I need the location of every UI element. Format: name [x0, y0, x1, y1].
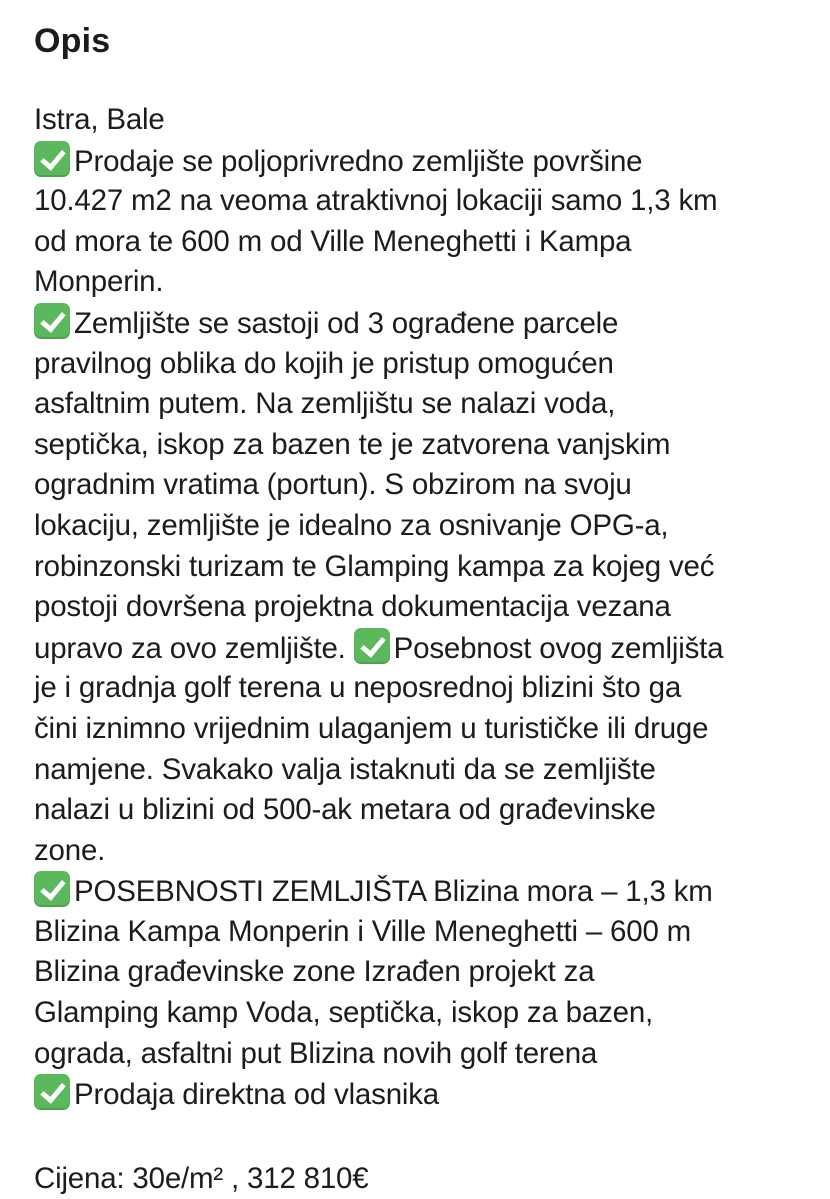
line-text: ogradnim vratima (portun). S obzirom na svoju [34, 468, 632, 502]
line-text: je i gradnja golf terena u neposrednoj blizini što ga [34, 671, 682, 705]
line-text: nalazi u blizini od 500-ak metara od građevinske [34, 793, 656, 827]
description-line [34, 750, 814, 791]
line-text: septička, iskop za bazen te je zatvorena vanjskim [34, 427, 671, 461]
description-line [34, 547, 814, 588]
section-title: Opis [34, 22, 111, 60]
line-text: ograda, asfaltni put Blizina novih golf terena [34, 1036, 598, 1070]
description-line [34, 709, 814, 750]
line-text: Glamping kamp Voda, septička, iskop za bazen, [34, 996, 654, 1030]
line-text: Prodaja direktna od vlasnika [74, 1078, 440, 1112]
description-line [34, 222, 814, 263]
description-line [34, 344, 814, 385]
location-line: Istra, Bale [34, 103, 165, 136]
line-text: Prodaje se poljoprivredno zemljište površine [74, 144, 643, 178]
check-mark-button-icon [354, 628, 390, 664]
spacer [34, 1115, 814, 1159]
line-text: namjene. Svakako valja istaknuti da se zemljište [34, 752, 656, 786]
line-text: POSEBNOSTI ZEMLJIŠTA Blizina mora – 1,3 km [74, 875, 713, 909]
check-mark-button-icon [34, 303, 70, 339]
check-mark-button-icon [34, 1074, 70, 1110]
description-line [34, 465, 814, 506]
description-line [34, 587, 814, 628]
description-line [34, 668, 814, 709]
description-text [34, 100, 814, 1199]
line-text: Monperin. [34, 265, 164, 299]
line-text: Blizina Kampa Monperin i Ville Meneghetti – 600 m [34, 914, 692, 948]
line-text: robinzonski turizam te Glamping kampa za kojeg već [34, 549, 715, 583]
description-line [34, 993, 814, 1034]
line-text: lokaciju, zemljište je idealno za osnivanje OPG-a, [34, 508, 669, 542]
price-line: Cijena: 30e/m² , 312 810€ [34, 1161, 369, 1195]
description-line [34, 628, 814, 669]
line-text: 10.427 m2 na veoma atraktivnoj lokaciji samo 1,3 km [34, 184, 718, 218]
description-line [34, 952, 814, 993]
description-line [34, 384, 814, 425]
line-text: postoji dovršena projektna dokumentacija vezana [34, 590, 671, 624]
line-text-after: Posebnost ovog zemljišta [393, 631, 724, 665]
description-line [34, 181, 814, 222]
listing-description [34, 18, 814, 1199]
line-text: pravilnog oblika do kojih je pristup omogućen [34, 346, 614, 380]
description-line [34, 425, 814, 466]
line-text: asfaltnim putem. Na zemljištu se nalazi voda, [34, 387, 616, 421]
line-text: od mora te 600 m od Ville Meneghetti i Kampa [34, 224, 632, 258]
line-text: zone. [34, 833, 106, 867]
description-line [34, 262, 814, 303]
description-line [34, 1074, 814, 1115]
description-line [34, 831, 814, 872]
description-line [34, 506, 814, 547]
line-text: Blizina građevinske zone Izrađen projekt za [34, 955, 595, 989]
description-line [34, 1034, 814, 1075]
check-mark-button-icon [34, 141, 70, 177]
line-text: upravo za ovo zemljište. [34, 631, 354, 665]
line-text: čini iznimno vrijednim ulaganjem u turističke ili druge [34, 711, 709, 745]
description-line [34, 912, 814, 953]
description-line [34, 871, 814, 912]
description-line [34, 303, 814, 344]
line-text: Zemljište se sastoji od 3 ograđene parcele [74, 306, 619, 340]
description-line [34, 141, 814, 182]
check-mark-button-icon [34, 871, 70, 907]
description-line [34, 790, 814, 831]
description-lines [34, 141, 814, 1115]
